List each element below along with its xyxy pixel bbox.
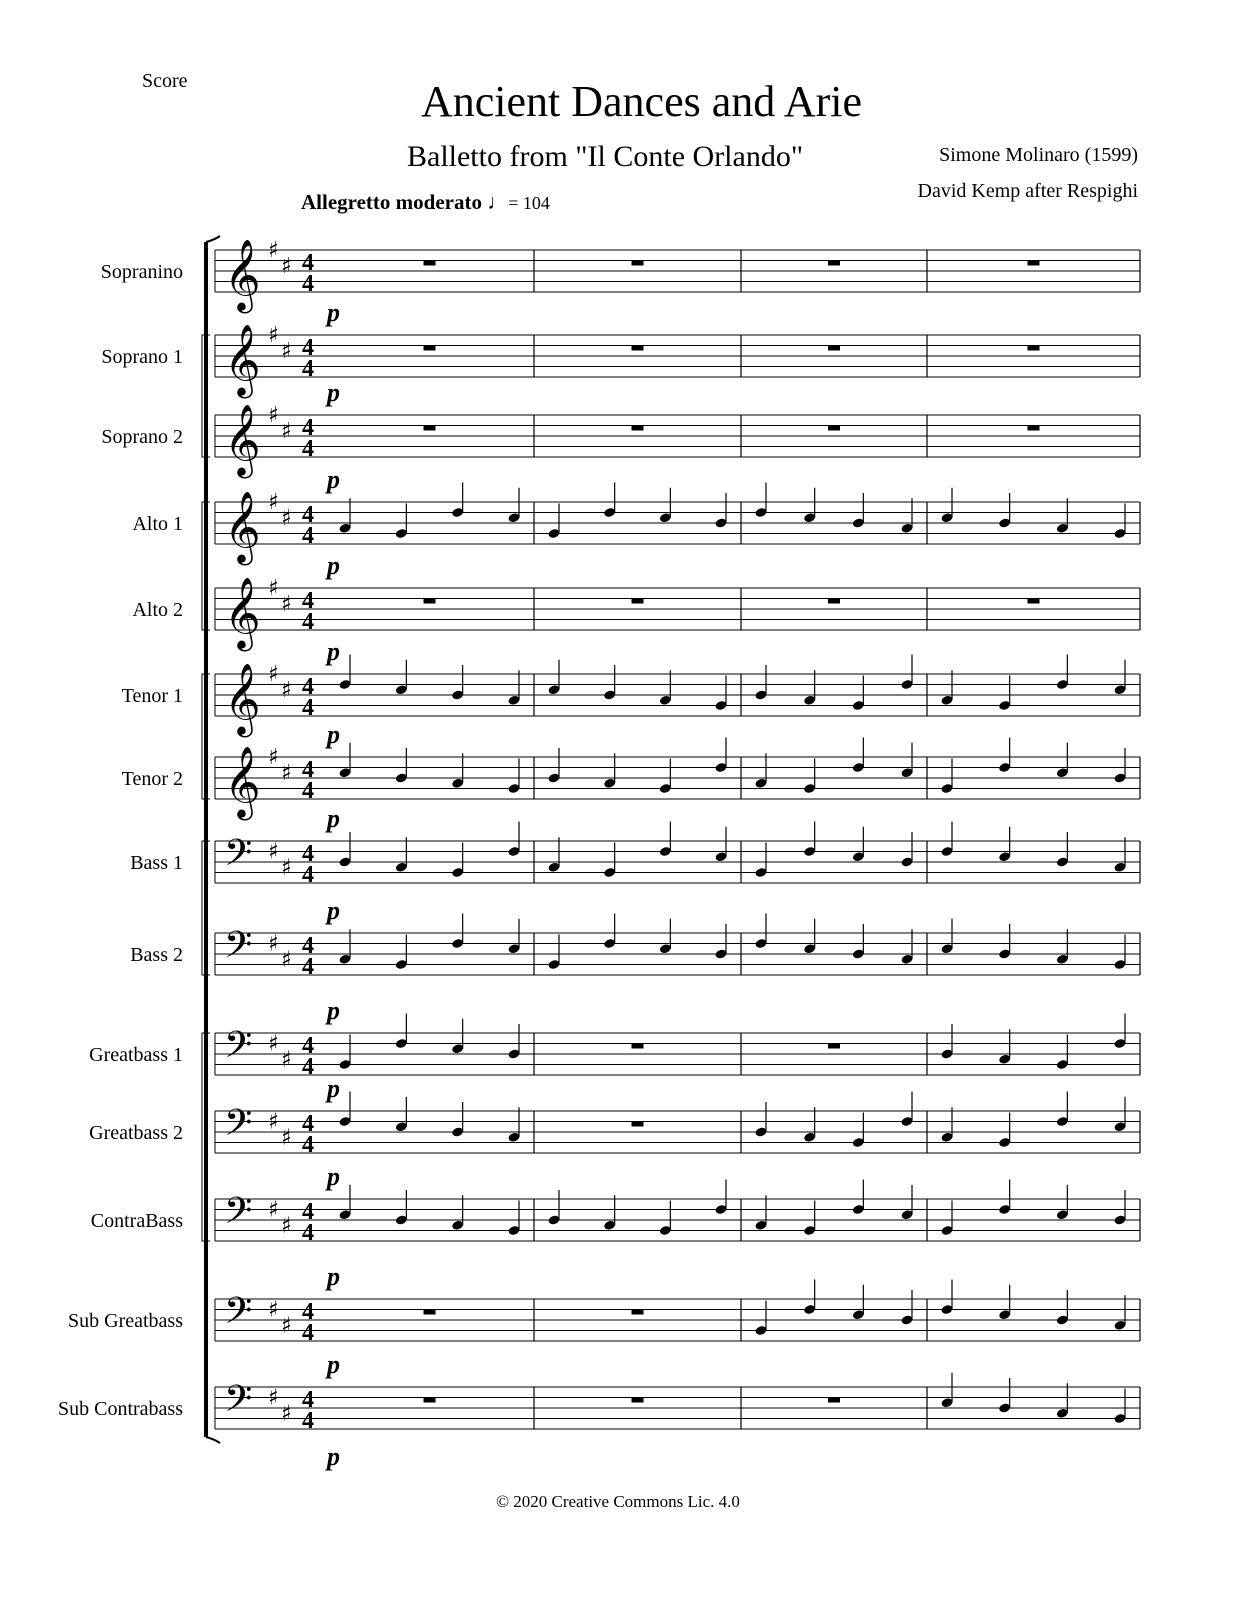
sharp-icon: ♯ — [268, 1109, 279, 1135]
staff-sub-contrabass — [58, 1350, 1140, 1434]
whole-rest-icon — [828, 1044, 840, 1049]
dynamic-marking: p — [327, 465, 340, 494]
staff-sub-greatbass — [68, 1262, 1140, 1346]
whole-rest-icon — [632, 346, 644, 351]
dynamic-marking: p — [327, 804, 340, 833]
treble-clef-icon: 𝄞 — [224, 575, 261, 649]
instrument-name: Bass 2 — [130, 944, 183, 966]
system-bracket — [204, 242, 208, 1437]
whole-rest-icon — [828, 261, 840, 266]
whole-rest-icon — [632, 1310, 644, 1315]
sharp-icon: ♯ — [281, 1125, 292, 1151]
sharp-icon: ♯ — [281, 253, 292, 279]
staff-alto-2 — [132, 551, 1140, 652]
instrument-name: Sub Contrabass — [58, 1398, 183, 1420]
treble-clef-icon: 𝄞 — [224, 402, 261, 476]
copyright: © 2020 Creative Commons Lic. 4.0 — [496, 1492, 740, 1511]
bass-clef-icon: 𝄢 — [224, 924, 253, 975]
bass-clef-icon: 𝄢 — [224, 1378, 253, 1429]
whole-rest-icon — [424, 599, 436, 604]
dynamic-marking: p — [327, 1162, 340, 1191]
whole-rest-icon — [632, 426, 644, 431]
staff-greatbass-2 — [89, 1074, 1140, 1158]
instrument-name: Sub Greatbass — [68, 1310, 183, 1332]
instrument-name: Greatbass 1 — [89, 1044, 183, 1066]
sharp-icon: ♯ — [268, 490, 279, 515]
time-signature-numerator: 4 — [302, 335, 314, 361]
treble-clef-icon: 𝄞 — [224, 489, 261, 563]
time-signature-numerator: 4 — [302, 674, 314, 700]
instrument-name: Sopranino — [100, 261, 183, 283]
sharp-icon: ♯ — [281, 1401, 292, 1427]
sharp-icon: ♯ — [268, 931, 279, 957]
time-signature-numerator: 4 — [302, 757, 314, 783]
sharp-icon: ♯ — [281, 338, 292, 364]
time-signature-numerator: 4 — [302, 250, 314, 276]
time-signature-numerator: 4 — [302, 502, 314, 528]
whole-rest-icon — [1028, 599, 1040, 604]
time-signature-denominator: 4 — [302, 356, 314, 382]
whole-rest-icon — [1028, 346, 1040, 351]
whole-rest-icon — [828, 346, 840, 351]
time-signature-denominator: 4 — [302, 862, 314, 888]
instrument-name: ContraBass — [90, 1210, 183, 1232]
piece-subtitle: Balletto from "Il Conte Orlando" — [407, 140, 804, 173]
sharp-icon: ♯ — [268, 238, 279, 263]
whole-rest-icon — [424, 1398, 436, 1403]
bass-clef-icon: 𝄢 — [224, 832, 253, 883]
whole-rest-icon — [632, 1044, 644, 1049]
sharp-icon: ♯ — [268, 1297, 279, 1323]
sharp-icon: ♯ — [268, 1385, 279, 1411]
sharp-icon: ♯ — [281, 947, 292, 973]
time-signature-denominator: 4 — [302, 1408, 314, 1434]
time-signature-numerator: 4 — [302, 1299, 314, 1325]
time-signature-numerator: 4 — [302, 933, 314, 959]
dynamic-marking: p — [327, 1262, 340, 1291]
whole-rest-icon — [1028, 426, 1040, 431]
time-signature-denominator: 4 — [302, 954, 314, 980]
sharp-icon: ♯ — [268, 1031, 279, 1057]
tempo-text: Allegretto moderato — [301, 190, 482, 214]
staff-bass-1 — [130, 804, 1140, 888]
staff-bass-2 — [130, 896, 1140, 980]
time-signature-denominator: 4 — [302, 1132, 314, 1158]
time-signature-numerator: 4 — [302, 1111, 314, 1137]
bass-clef-icon: 𝄢 — [224, 1024, 253, 1075]
sharp-icon: ♯ — [281, 591, 292, 617]
sharp-icon: ♯ — [281, 1047, 292, 1073]
time-signature-numerator: 4 — [302, 1387, 314, 1413]
dynamic-marking: p — [327, 298, 340, 327]
whole-rest-icon — [828, 426, 840, 431]
instrument-name: Alto 1 — [132, 513, 183, 535]
staff-contrabass — [91, 1162, 1140, 1246]
sharp-icon: ♯ — [268, 1197, 279, 1223]
sharp-icon: ♯ — [268, 745, 279, 770]
staff-sopranino — [101, 238, 1140, 314]
time-signature-denominator: 4 — [302, 436, 314, 462]
treble-clef-icon: 𝄞 — [224, 744, 261, 818]
sharp-icon: ♯ — [281, 1213, 292, 1239]
sharp-icon: ♯ — [268, 576, 279, 601]
score-label: Score — [142, 70, 188, 92]
instrument-name: Soprano 2 — [101, 426, 183, 448]
sharp-icon: ♯ — [281, 418, 292, 444]
instrument-name: Tenor 1 — [121, 685, 183, 707]
dynamic-marking: p — [327, 1350, 340, 1379]
instrument-name: Soprano 1 — [101, 346, 183, 368]
dynamic-marking: p — [327, 1074, 340, 1103]
dynamic-marking: p — [327, 551, 340, 580]
sharp-icon: ♯ — [268, 662, 279, 687]
time-signature-denominator: 4 — [302, 1220, 314, 1246]
quarter-note-icon: ♩ — [487, 190, 509, 214]
time-signature-denominator: 4 — [302, 1054, 314, 1080]
tempo-value: = 104 — [508, 193, 550, 213]
arranger: David Kemp after Respighi — [917, 180, 1138, 202]
time-signature-denominator: 4 — [302, 695, 314, 721]
staff-tenor-2 — [122, 720, 1140, 821]
sharp-icon: ♯ — [281, 760, 292, 786]
sharp-icon: ♯ — [268, 839, 279, 865]
whole-rest-icon — [632, 1122, 644, 1127]
treble-clef-icon: 𝄞 — [224, 237, 261, 311]
whole-rest-icon — [424, 426, 436, 431]
instrument-name: Bass 1 — [130, 852, 183, 874]
whole-rest-icon — [828, 1398, 840, 1403]
bracket-bottom-hook — [206, 1437, 220, 1443]
sharp-icon: ♯ — [268, 403, 279, 428]
sharp-icon: ♯ — [281, 677, 292, 703]
sharp-icon: ♯ — [281, 505, 292, 531]
bass-clef-icon: 𝄢 — [224, 1190, 253, 1241]
time-signature-denominator: 4 — [302, 778, 314, 804]
sharp-icon: ♯ — [281, 1313, 292, 1339]
time-signature-numerator: 4 — [302, 588, 314, 614]
piece-title: Ancient Dances and Arie — [420, 77, 863, 126]
dynamic-marking: p — [327, 637, 340, 666]
time-signature-denominator: 4 — [302, 523, 314, 549]
staff-soprano-1 — [101, 298, 1140, 399]
dynamic-marking: p — [327, 896, 340, 925]
whole-rest-icon — [632, 599, 644, 604]
time-signature-denominator: 4 — [302, 271, 314, 297]
time-signature-numerator: 4 — [302, 1199, 314, 1225]
bass-clef-icon: 𝄢 — [224, 1290, 253, 1341]
time-signature-numerator: 4 — [302, 841, 314, 867]
whole-rest-icon — [632, 1398, 644, 1403]
treble-clef-icon: 𝄞 — [224, 661, 261, 735]
dynamic-marking: p — [327, 1442, 340, 1471]
composer: Simone Molinaro (1599) — [939, 144, 1138, 166]
instrument-name: Tenor 2 — [121, 768, 183, 790]
whole-rest-icon — [424, 346, 436, 351]
whole-rest-icon — [1028, 261, 1040, 266]
time-signature-denominator: 4 — [302, 1320, 314, 1346]
treble-clef-icon: 𝄞 — [224, 322, 261, 396]
whole-rest-icon — [632, 261, 644, 266]
bass-clef-icon: 𝄢 — [224, 1102, 253, 1153]
sharp-icon: ♯ — [268, 323, 279, 348]
whole-rest-icon — [424, 261, 436, 266]
bracket-top-hook — [206, 236, 220, 242]
dynamic-marking: p — [327, 996, 340, 1025]
time-signature-denominator: 4 — [302, 609, 314, 635]
staff-tenor-1 — [122, 637, 1140, 738]
staff-greatbass-1 — [89, 996, 1140, 1080]
dynamic-marking: p — [327, 720, 340, 749]
whole-rest-icon — [424, 1310, 436, 1315]
time-signature-numerator: 4 — [302, 415, 314, 441]
dynamic-marking: p — [327, 378, 340, 407]
instrument-name: Greatbass 2 — [89, 1122, 183, 1144]
instrument-name: Alto 2 — [132, 599, 183, 621]
sharp-icon: ♯ — [281, 855, 292, 881]
staff-alto-1 — [132, 465, 1140, 566]
time-signature-numerator: 4 — [302, 1033, 314, 1059]
whole-rest-icon — [828, 599, 840, 604]
